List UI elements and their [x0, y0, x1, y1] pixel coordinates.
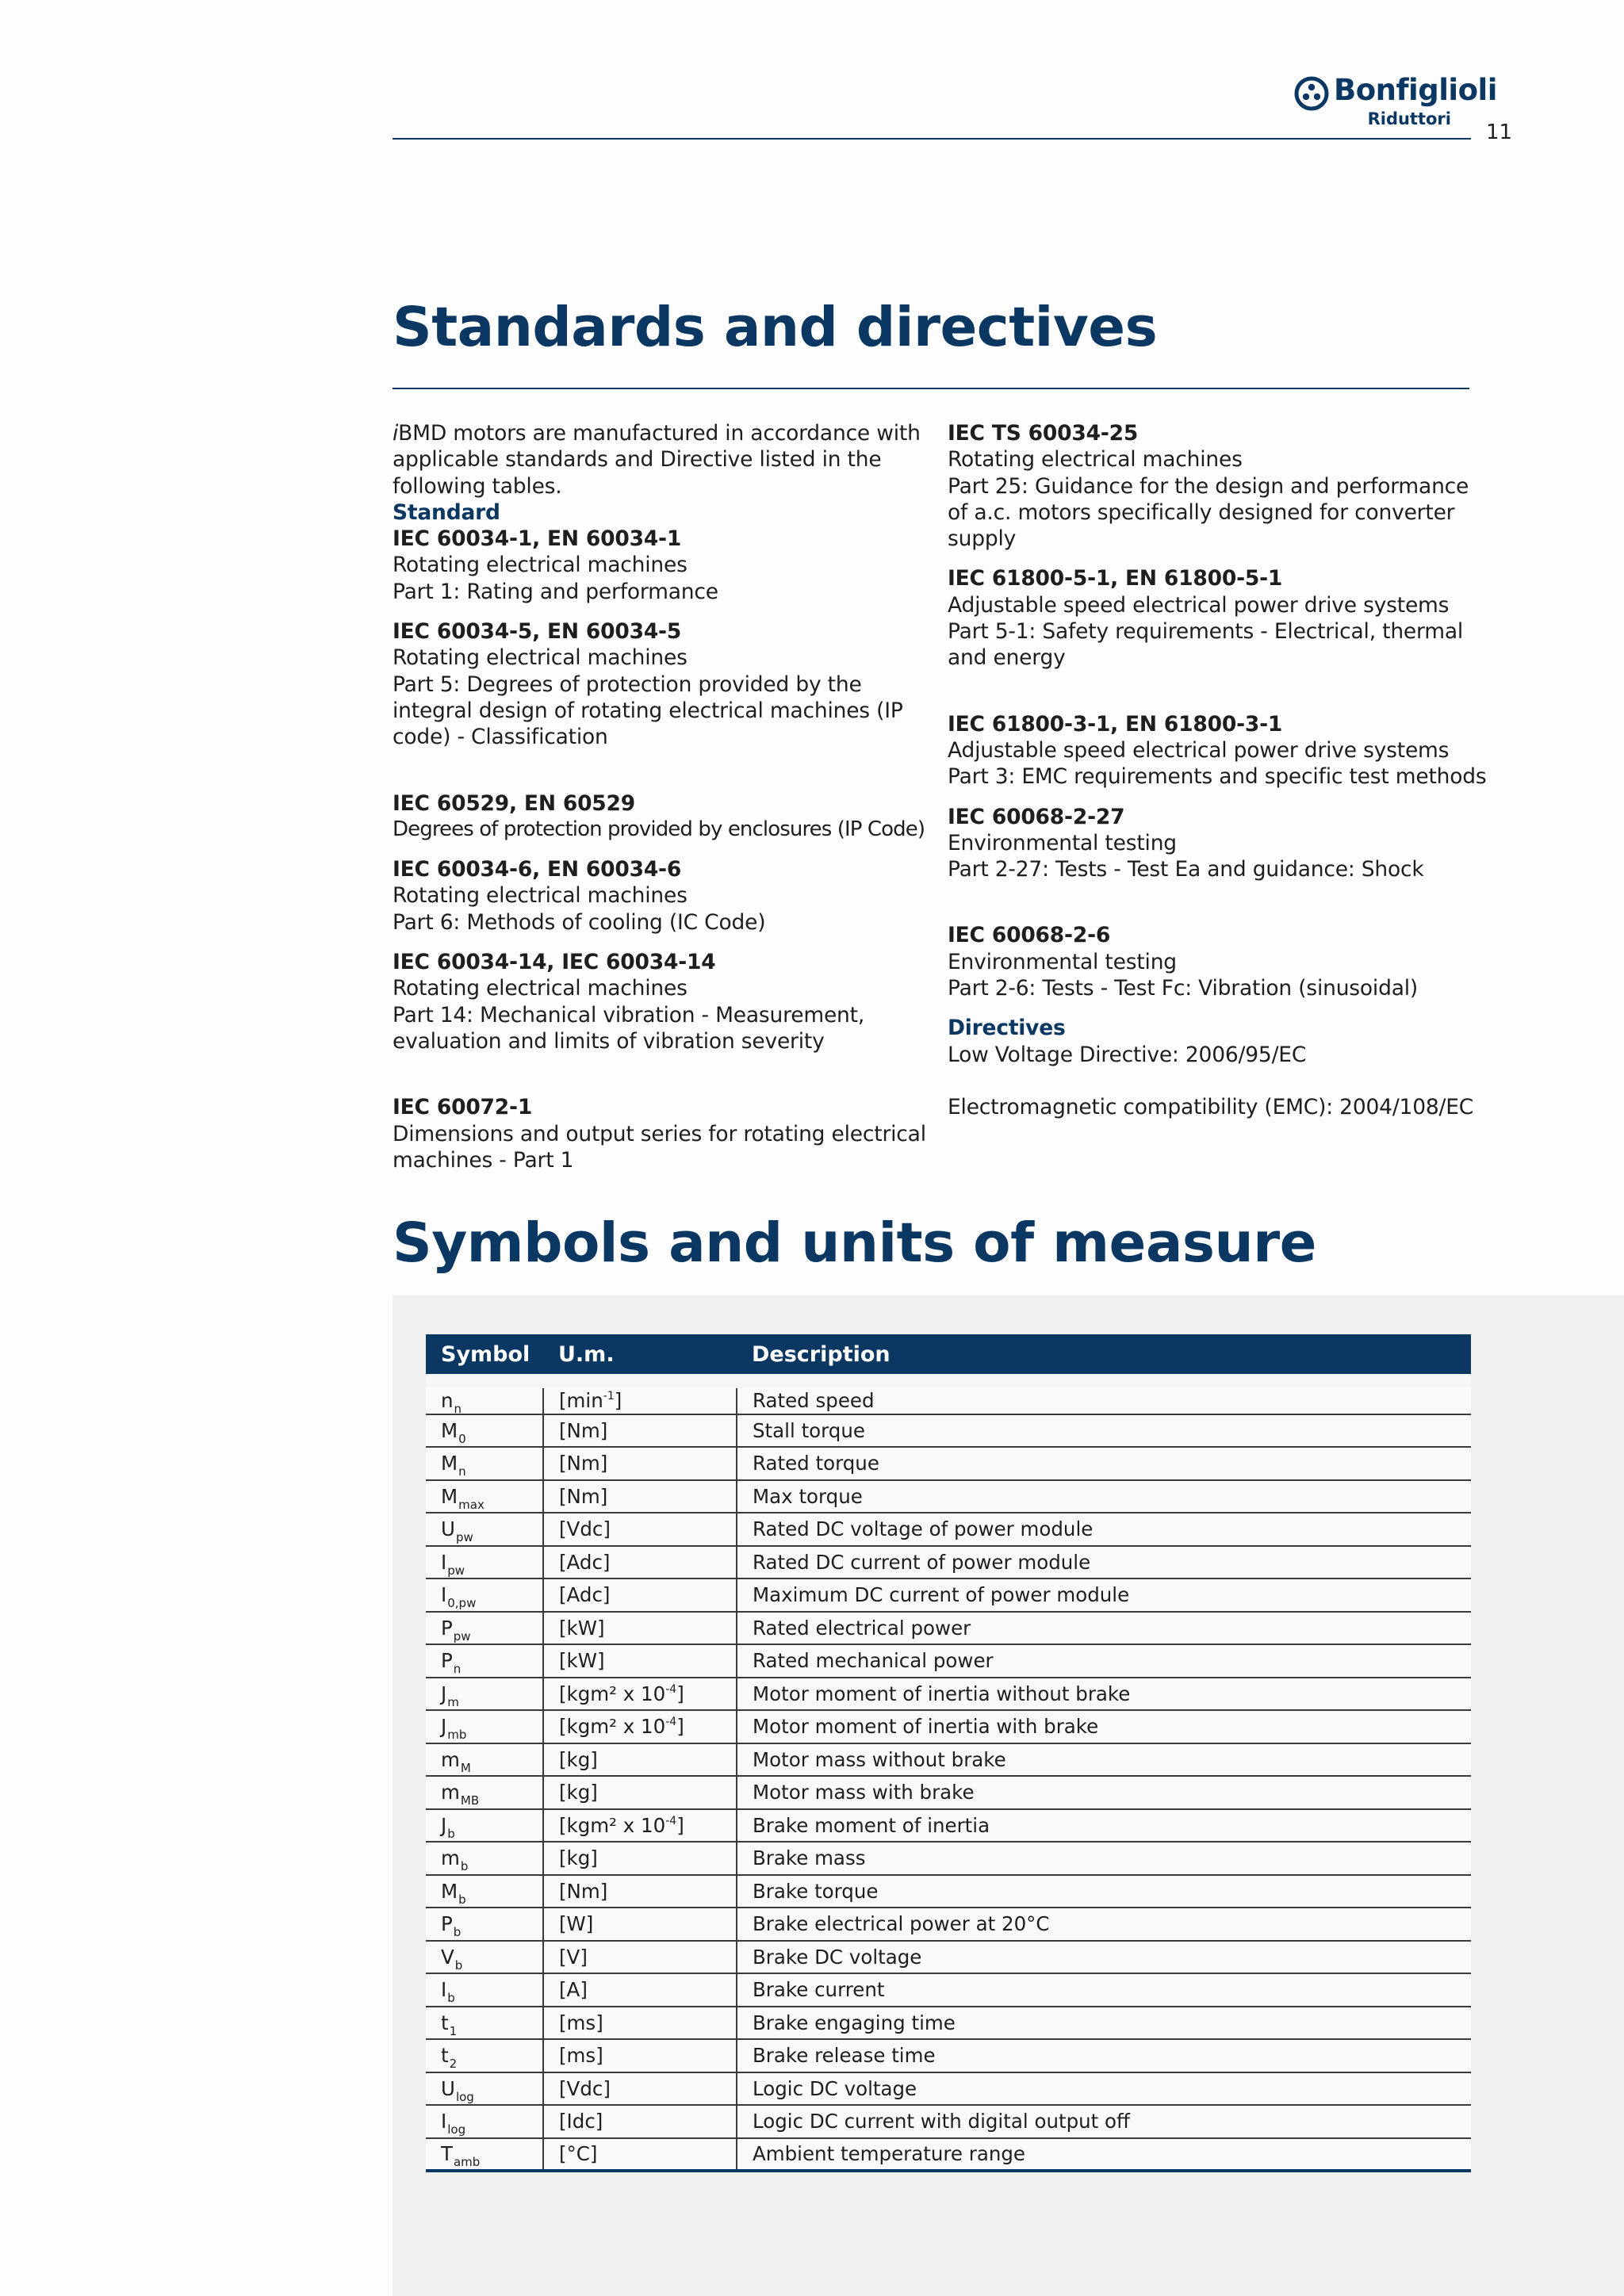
symbol-cell [426, 1776, 543, 1809]
symbol-cell [426, 1447, 543, 1480]
unit-text: [Vdc] [559, 2076, 611, 2100]
standard-code: IEC 60034-6, EN 60034-6 [393, 857, 682, 882]
symbol-cell [426, 1710, 543, 1743]
symbol-text: m [441, 1846, 460, 1870]
symbol-cell [426, 1612, 543, 1645]
unit-cell [543, 1578, 737, 1612]
standard-line: Rotating electrical machines [393, 553, 688, 578]
symbol-text: I [441, 1550, 447, 1574]
symbol-subscript: n [453, 1662, 462, 1677]
symbol-text: I [441, 2110, 447, 2133]
description-cell: Motor mass with brake [737, 1776, 1471, 1809]
unit-text: [W] [559, 1912, 594, 1936]
standard-line: Part 1: Rating and performance [393, 579, 718, 604]
table-body [426, 1381, 1471, 2171]
symbol-cell [426, 1480, 543, 1513]
unit-text: [°C] [559, 2142, 598, 2166]
unit-cell [543, 1743, 737, 1777]
standard-code: IEC 60034-1, EN 60034-1 [393, 526, 682, 552]
symbol-subscript: mb [447, 1728, 467, 1743]
standard-line: Part 14: Mechanical vibration - Measurement, evaluation and limits of vibration severity [393, 1002, 865, 1054]
standard-line: Degrees of protection provided by enclosures (IP Code) [393, 817, 925, 841]
description-cell: Maximum DC current of power module [737, 1578, 1471, 1612]
unit-text: [ms] [559, 2011, 603, 2034]
unit-text: [kgm² x 10 [559, 1813, 666, 1837]
unit-text: [V] [559, 1945, 588, 1969]
directives-heading: Directives [948, 1016, 1066, 1041]
table-row [426, 1875, 1471, 1908]
symbol-text: I [441, 1583, 447, 1607]
standard-line: Part 2-27: Tests - Test Ea and guidance: Shock [948, 857, 1424, 882]
table-row [426, 1678, 1471, 1711]
symbol-subscript: b [453, 1925, 462, 1940]
unit-text: [kg] [559, 1747, 598, 1771]
unit-text: [kgm² x 10 [559, 1715, 666, 1739]
symbol-subscript: log [447, 2122, 466, 2137]
symbol-text: n [441, 1389, 454, 1413]
description-cell: Motor moment of inertia without brake [737, 1678, 1471, 1711]
unit-cell [543, 1809, 737, 1843]
symbols-table [426, 1334, 1471, 2172]
unit-text: [Adc] [559, 1550, 611, 1574]
symbol-subscript: n [458, 1464, 466, 1479]
table-row [426, 1480, 1471, 1513]
symbol-subscript: pw [453, 1628, 471, 1644]
standard-line: Part 25: Guidance for the design and performance of a.c. motors specifically designed for converter supply [948, 473, 1469, 552]
standard-item [948, 922, 1487, 1001]
symbol-subscript: 0,pw [447, 1596, 477, 1611]
standard-code: IEC 61800-5-1, EN 61800-5-1 [948, 566, 1283, 591]
symbol-subscript: 0 [458, 1431, 466, 1446]
standard-item [393, 856, 932, 936]
standard-line: Environmental testing [948, 830, 1177, 855]
table-row [426, 1743, 1471, 1777]
symbol-text: P [441, 1616, 453, 1640]
symbol-cell [426, 1578, 543, 1612]
symbol-subscript: pw [447, 1563, 465, 1578]
unit-text: [min [559, 1389, 603, 1413]
symbol-text: I [441, 1978, 447, 2002]
symbol-subscript: 1 [449, 2023, 458, 2038]
standard-item [393, 618, 932, 750]
symbol-cell [426, 2072, 543, 2106]
unit-text: [kW] [559, 1616, 605, 1640]
unit-text: [Nm] [559, 1452, 608, 1475]
standard-line: Part 3: EMC requirements and specific test methods [948, 764, 1487, 790]
standard-code: IEC 60529, EN 60529 [393, 790, 636, 816]
table-row [426, 1908, 1471, 1941]
unit-cell [543, 1842, 737, 1875]
symbol-cell [426, 2105, 543, 2138]
unit-text: [ms] [559, 2044, 603, 2068]
intro-prefix: i [393, 421, 399, 446]
symbol-subscript: pw [455, 1530, 473, 1545]
table-row [426, 1842, 1471, 1875]
unit-cell [543, 2138, 737, 2172]
unit-cell [543, 1612, 737, 1645]
description-cell: Max torque [737, 1480, 1471, 1513]
unit-exponent: -4 [665, 1814, 677, 1827]
symbol-text: P [441, 1912, 453, 1936]
symbol-text: m [441, 1781, 460, 1804]
description-cell: Rated speed [737, 1381, 1471, 1414]
symbol-subscript: b [447, 1991, 455, 2006]
symbol-text: J [441, 1715, 447, 1739]
table-row [426, 1447, 1471, 1480]
symbol-text: U [441, 2076, 455, 2100]
unit-cell [543, 2039, 737, 2072]
unit-text: [A] [559, 1978, 588, 2002]
symbol-cell [426, 1414, 543, 1448]
standards-left-column [393, 420, 932, 1187]
description-cell: Brake electrical power at 20°C [737, 1908, 1471, 1941]
unit-exponent: -4 [665, 1682, 677, 1696]
standard-code: IEC 61800-3-1, EN 61800-3-1 [948, 711, 1283, 737]
unit-text: [kg] [559, 1781, 598, 1804]
unit-cell [543, 1678, 737, 1711]
symbol-subscript: b [454, 1957, 463, 1973]
symbol-subscript: max [458, 1497, 485, 1512]
symbol-cell [426, 1842, 543, 1875]
section-title-symbols: Symbols and units of measure [393, 1211, 1316, 1275]
description-cell: Brake release time [737, 2039, 1471, 2072]
standard-item [948, 420, 1487, 552]
unit-cell [543, 1546, 737, 1579]
table-row [426, 2105, 1471, 2138]
symbol-cell [426, 1973, 543, 2007]
unit-text: [kW] [559, 1649, 605, 1673]
unit-cell [543, 1513, 737, 1546]
symbol-text: J [441, 1682, 447, 1705]
unit-text: [Idc] [559, 2110, 603, 2133]
column-header-symbol: Symbol [426, 1334, 543, 1381]
standard-line: Part 5: Degrees of protection provided by the integral design of rotating electrical machines (IP code) - Classification [393, 672, 903, 750]
header-rule [393, 138, 1471, 140]
description-cell: Brake engaging time [737, 2007, 1471, 2040]
symbol-subscript: b [458, 1892, 466, 1907]
table-row [426, 1644, 1471, 1678]
standard-heading: Standard [393, 499, 500, 525]
standard-item [393, 949, 932, 1054]
standard-item [393, 1094, 932, 1173]
standard-line: Part 2-6: Tests - Test Fc: Vibration (sinusoidal) [948, 976, 1419, 1001]
unit-text: [kg] [559, 1846, 598, 1870]
standard-line: Rotating electrical machines [948, 447, 1243, 473]
unit-cell [543, 2105, 737, 2138]
unit-cell [543, 1875, 737, 1908]
table-row [426, 1973, 1471, 2007]
standard-code: IEC TS 60034-25 [948, 421, 1139, 446]
symbol-text: M [441, 1484, 458, 1508]
unit-cell [543, 2007, 737, 2040]
symbol-subscript: b [460, 1859, 469, 1874]
symbol-subscript: m [447, 1694, 459, 1709]
symbol-cell [426, 1513, 543, 1546]
symbol-text: t [441, 2044, 449, 2068]
unit-text: [Nm] [559, 1418, 608, 1442]
symbol-subscript: M [460, 1760, 471, 1775]
description-cell: Logic DC current with digital output off [737, 2105, 1471, 2138]
table-row [426, 2072, 1471, 2106]
standard-code: IEC 60034-5, EN 60034-5 [393, 619, 682, 645]
unit-cell [543, 1414, 737, 1448]
symbol-subscript: amb [453, 2155, 481, 2170]
symbol-subscript: log [455, 2089, 474, 2104]
table-row [426, 1381, 1471, 1414]
description-cell: Logic DC voltage [737, 2072, 1471, 2106]
title-rule [393, 388, 1469, 389]
directive-item: Low Voltage Directive: 2006/95/EC [948, 1042, 1307, 1067]
standard-code: IEC 60068-2-27 [948, 804, 1125, 829]
symbol-text: M [441, 1452, 458, 1475]
standard-item [948, 711, 1487, 790]
description-cell: Motor moment of inertia with brake [737, 1710, 1471, 1743]
unit-cell [543, 1973, 737, 2007]
symbol-cell [426, 1644, 543, 1678]
description-cell: Rated DC current of power module [737, 1546, 1471, 1579]
table-row [426, 2039, 1471, 2072]
standard-line: Part 5-1: Safety requirements - Electrical, thermal and energy [948, 619, 1464, 671]
description-cell: Brake torque [737, 1875, 1471, 1908]
unit-text: [kgm² x 10 [559, 1682, 666, 1705]
symbol-text: M [441, 1879, 458, 1903]
standard-code: IEC 60068-2-6 [948, 923, 1111, 948]
description-cell: Brake DC voltage [737, 1941, 1471, 1974]
standard-code: IEC 60072-1 [393, 1095, 533, 1120]
unit-cell [543, 1908, 737, 1941]
symbol-text: J [441, 1813, 447, 1837]
symbol-cell [426, 2007, 543, 2040]
unit-cell [543, 2072, 737, 2106]
description-cell: Brake mass [737, 1842, 1471, 1875]
unit-cell [543, 1644, 737, 1678]
symbol-cell [426, 1941, 543, 1974]
standard-line: Rotating electrical machines [393, 645, 688, 671]
unit-close: ] [676, 1682, 684, 1705]
symbol-cell [426, 1678, 543, 1711]
bonfiglioli-logo-icon [1294, 76, 1329, 111]
symbol-subscript: b [447, 1826, 455, 1841]
directive-item: Electromagnetic compatibility (EMC): 2004/108/EC [948, 1094, 1474, 1119]
table-row [426, 2007, 1471, 2040]
unit-text: [Adc] [559, 1583, 611, 1607]
standard-line: Rotating electrical machines [393, 976, 688, 1001]
standard-item [948, 565, 1487, 671]
symbol-text: U [441, 1517, 455, 1541]
table-row [426, 2138, 1471, 2172]
unit-cell [543, 1480, 737, 1513]
standard-code: IEC 60034-14, IEC 60034-14 [393, 950, 716, 975]
unit-exponent: -1 [603, 1390, 615, 1403]
standard-line: Environmental testing [948, 949, 1177, 974]
table-row [426, 1776, 1471, 1809]
symbol-text: M [441, 1418, 458, 1442]
brand-name: Bonfiglioli [1334, 73, 1497, 107]
symbol-cell [426, 1809, 543, 1843]
unit-cell [543, 1710, 737, 1743]
standard-line: Adjustable speed electrical power drive systems [948, 737, 1450, 763]
symbol-subscript: 2 [449, 2057, 458, 2072]
description-cell: Motor mass without brake [737, 1743, 1471, 1777]
standard-item [948, 804, 1487, 883]
description-cell: Rated torque [737, 1447, 1471, 1480]
symbol-cell [426, 1743, 543, 1777]
table-header-row [426, 1334, 1471, 1381]
intro-paragraph [393, 420, 932, 499]
table-row [426, 1578, 1471, 1612]
unit-cell [543, 1776, 737, 1809]
symbol-cell [426, 1908, 543, 1941]
standard-line: Rotating electrical machines [393, 883, 688, 909]
unit-close: ] [676, 1715, 684, 1739]
unit-text: [Nm] [559, 1484, 608, 1508]
table-row [426, 1612, 1471, 1645]
symbol-text: m [441, 1747, 460, 1771]
brand-logo [1294, 73, 1497, 133]
symbol-cell [426, 2039, 543, 2072]
symbol-cell [426, 1875, 543, 1908]
description-cell: Rated electrical power [737, 1612, 1471, 1645]
symbol-text: V [441, 1945, 454, 1969]
table-row [426, 1809, 1471, 1843]
symbol-subscript: MB [460, 1793, 480, 1808]
symbol-text: t [441, 2011, 449, 2034]
standards-right-column [948, 420, 1487, 1120]
symbol-cell [426, 1546, 543, 1579]
description-cell: Rated mechanical power [737, 1644, 1471, 1678]
standard-item [393, 790, 932, 844]
table-row [426, 1941, 1471, 1974]
description-cell: Rated DC voltage of power module [737, 1513, 1471, 1546]
unit-cell [543, 1941, 737, 1974]
page-number: 11 [1486, 121, 1513, 144]
symbol-text: P [441, 1649, 453, 1673]
description-cell: Stall torque [737, 1414, 1471, 1448]
description-cell: Ambient temperature range [737, 2138, 1471, 2172]
table-row [426, 1513, 1471, 1546]
symbol-text: T [441, 2142, 453, 2166]
unit-close: ] [614, 1389, 622, 1413]
table-row [426, 1414, 1471, 1448]
symbol-subscript: n [454, 1402, 462, 1417]
standard-item [393, 526, 932, 605]
table-row [426, 1546, 1471, 1579]
unit-cell [543, 1381, 737, 1414]
unit-text: [Nm] [559, 1879, 608, 1903]
unit-exponent: -4 [665, 1716, 677, 1729]
section-title-standards: Standards and directives [393, 296, 1158, 359]
symbol-cell [426, 1381, 543, 1417]
intro-text: BMD motors are manufactured in accordance with applicable standards and Directive listed in the following tables. [393, 421, 921, 499]
brand-subtitle: Riduttori [1367, 109, 1451, 128]
unit-close: ] [676, 1813, 684, 1837]
symbol-cell [426, 2138, 543, 2172]
description-cell: Brake current [737, 1973, 1471, 2007]
table-row [426, 1710, 1471, 1743]
unit-text: [Vdc] [559, 1517, 611, 1541]
standard-line: Dimensions and output series for rotating electrical machines - Part 1 [393, 1121, 926, 1173]
column-header-description: Description [737, 1334, 1471, 1381]
standard-line: Part 6: Methods of cooling (IC Code) [393, 909, 766, 935]
column-header-um: U.m. [543, 1334, 737, 1381]
unit-cell [543, 1447, 737, 1480]
description-cell: Brake moment of inertia [737, 1809, 1471, 1843]
standard-line: Adjustable speed electrical power drive systems [948, 592, 1450, 618]
